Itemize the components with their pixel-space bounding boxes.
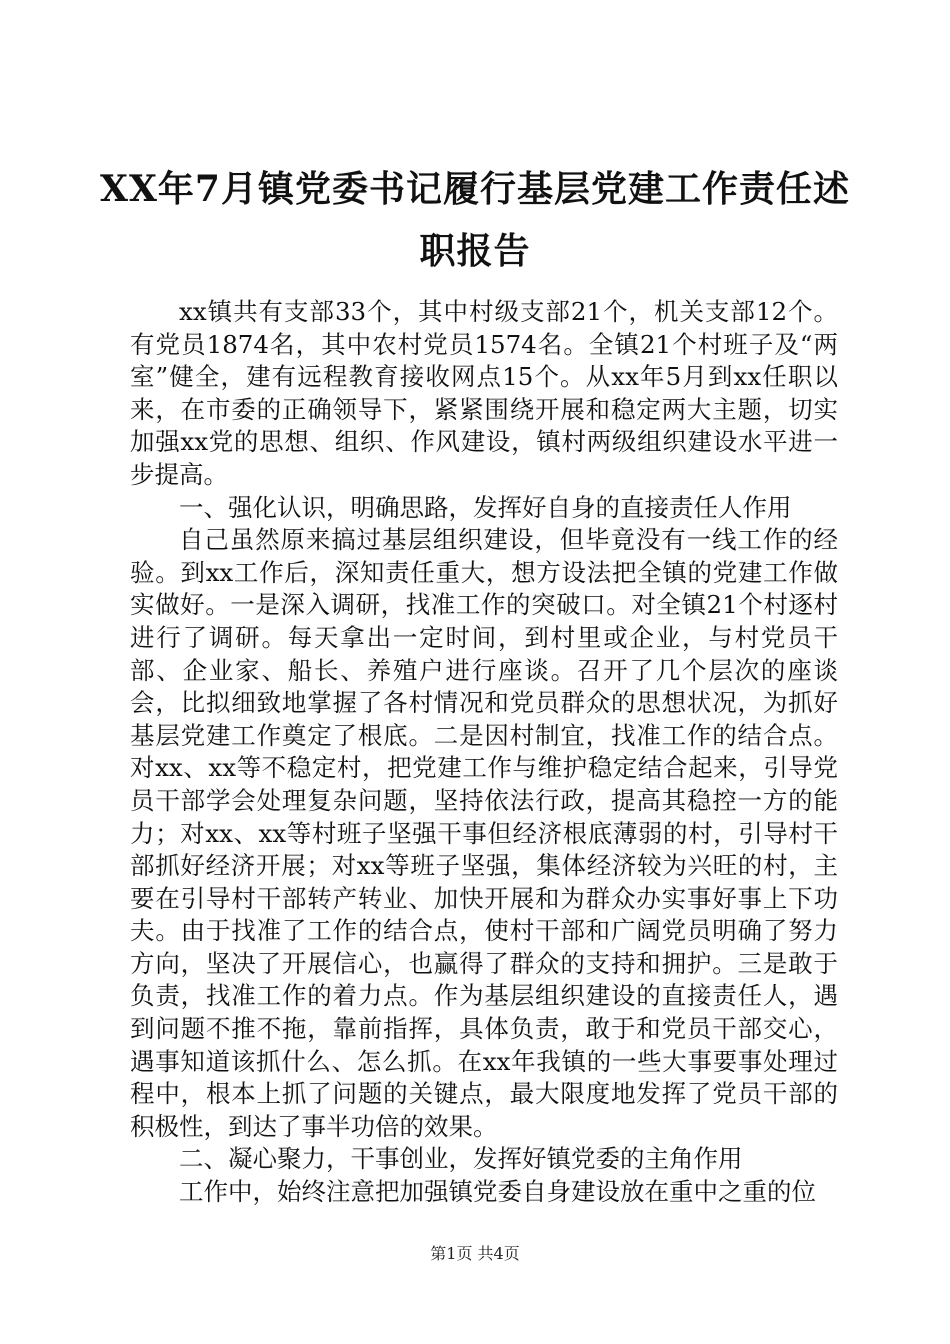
paragraph-section-1: 自己虽然原来搞过基层组织建设，但毕竟没有一线工作的经验。到xx工作后，深知责任重大，想方设法把全镇的党建工作做实做好。一是深入调研，找准工作的突破口。对全镇21个村逐村进行了调研。每天拿出一定时间，到村里或企业，与村党员干部、企业家、船长、养殖户进行座谈。召开了几个层次的座谈会，比拟细致地掌握了各村情况和党员群众的思想状况，为抓好基层党建工作奠定了根底。二是因村制宜，找准工作的结合点。对xx、xx等不稳定村，把党建工作与维护稳定结合起来，引导党员干部学会处理复杂问题，坚持依法行政，提高其稳控一方的能力；对xx、xx等村班子坚强干事但经济根底薄弱的村，引导村干部抓好经济开展；对xx等班子坚强，集体经济较为兴旺的村，主要在引导村干部转产转业、加快开展和为群众办实事好事上下功夫。由于找准了工作的结合点，使村干部和广阔党员明确了努力方向，坚决了开展信心，也赢得了群众的支持和拥护。三是敢于负责，找准工作的着力点。作为基层组织建设的直接责任人，遇到问题不推不拖，靠前指挥，具体负责，敢于和党员干部交心，遇事知道该抓什么、怎么抓。在xx年我镇的一些大事要事处理过程中，根本上抓了问题的关键点，最大限度地发挥了党员干部的积极性，到达了事半功倍的效果。 [130,525,838,1141]
paragraph-section-2: 工作中，始终注意把加强镇党委自身建设放在重中之重的位 [179,1177,816,1207]
document-title: XX年7月镇党委书记履行基层党建工作责任述职报告 [100,168,850,272]
section-heading-2: 二、凝心聚力，干事创业，发挥好镇党委的主角作用 [179,1144,743,1174]
page-number-footer: 第1页 共4页 [430,1244,520,1263]
section-heading-1: 一、强化认识，明确思路，发挥好自身的直接责任人作用 [179,492,792,522]
paragraph-intro: xx镇共有支部33个，其中村级支部21个，机关支部12个。有党员1874名，其中农村党员1574名。全镇21个村班子及“两室”健全，建有远程教育接收网点15个。从xx年5月到xx任职以来，在市委的正确领导下，紧紧围绕开展和稳定两大主题，切实加强xx党的思想、组织、作风建设，镇村两级组织建设水平进一步提高。 [130,297,838,489]
document-body [130,296,838,1209]
